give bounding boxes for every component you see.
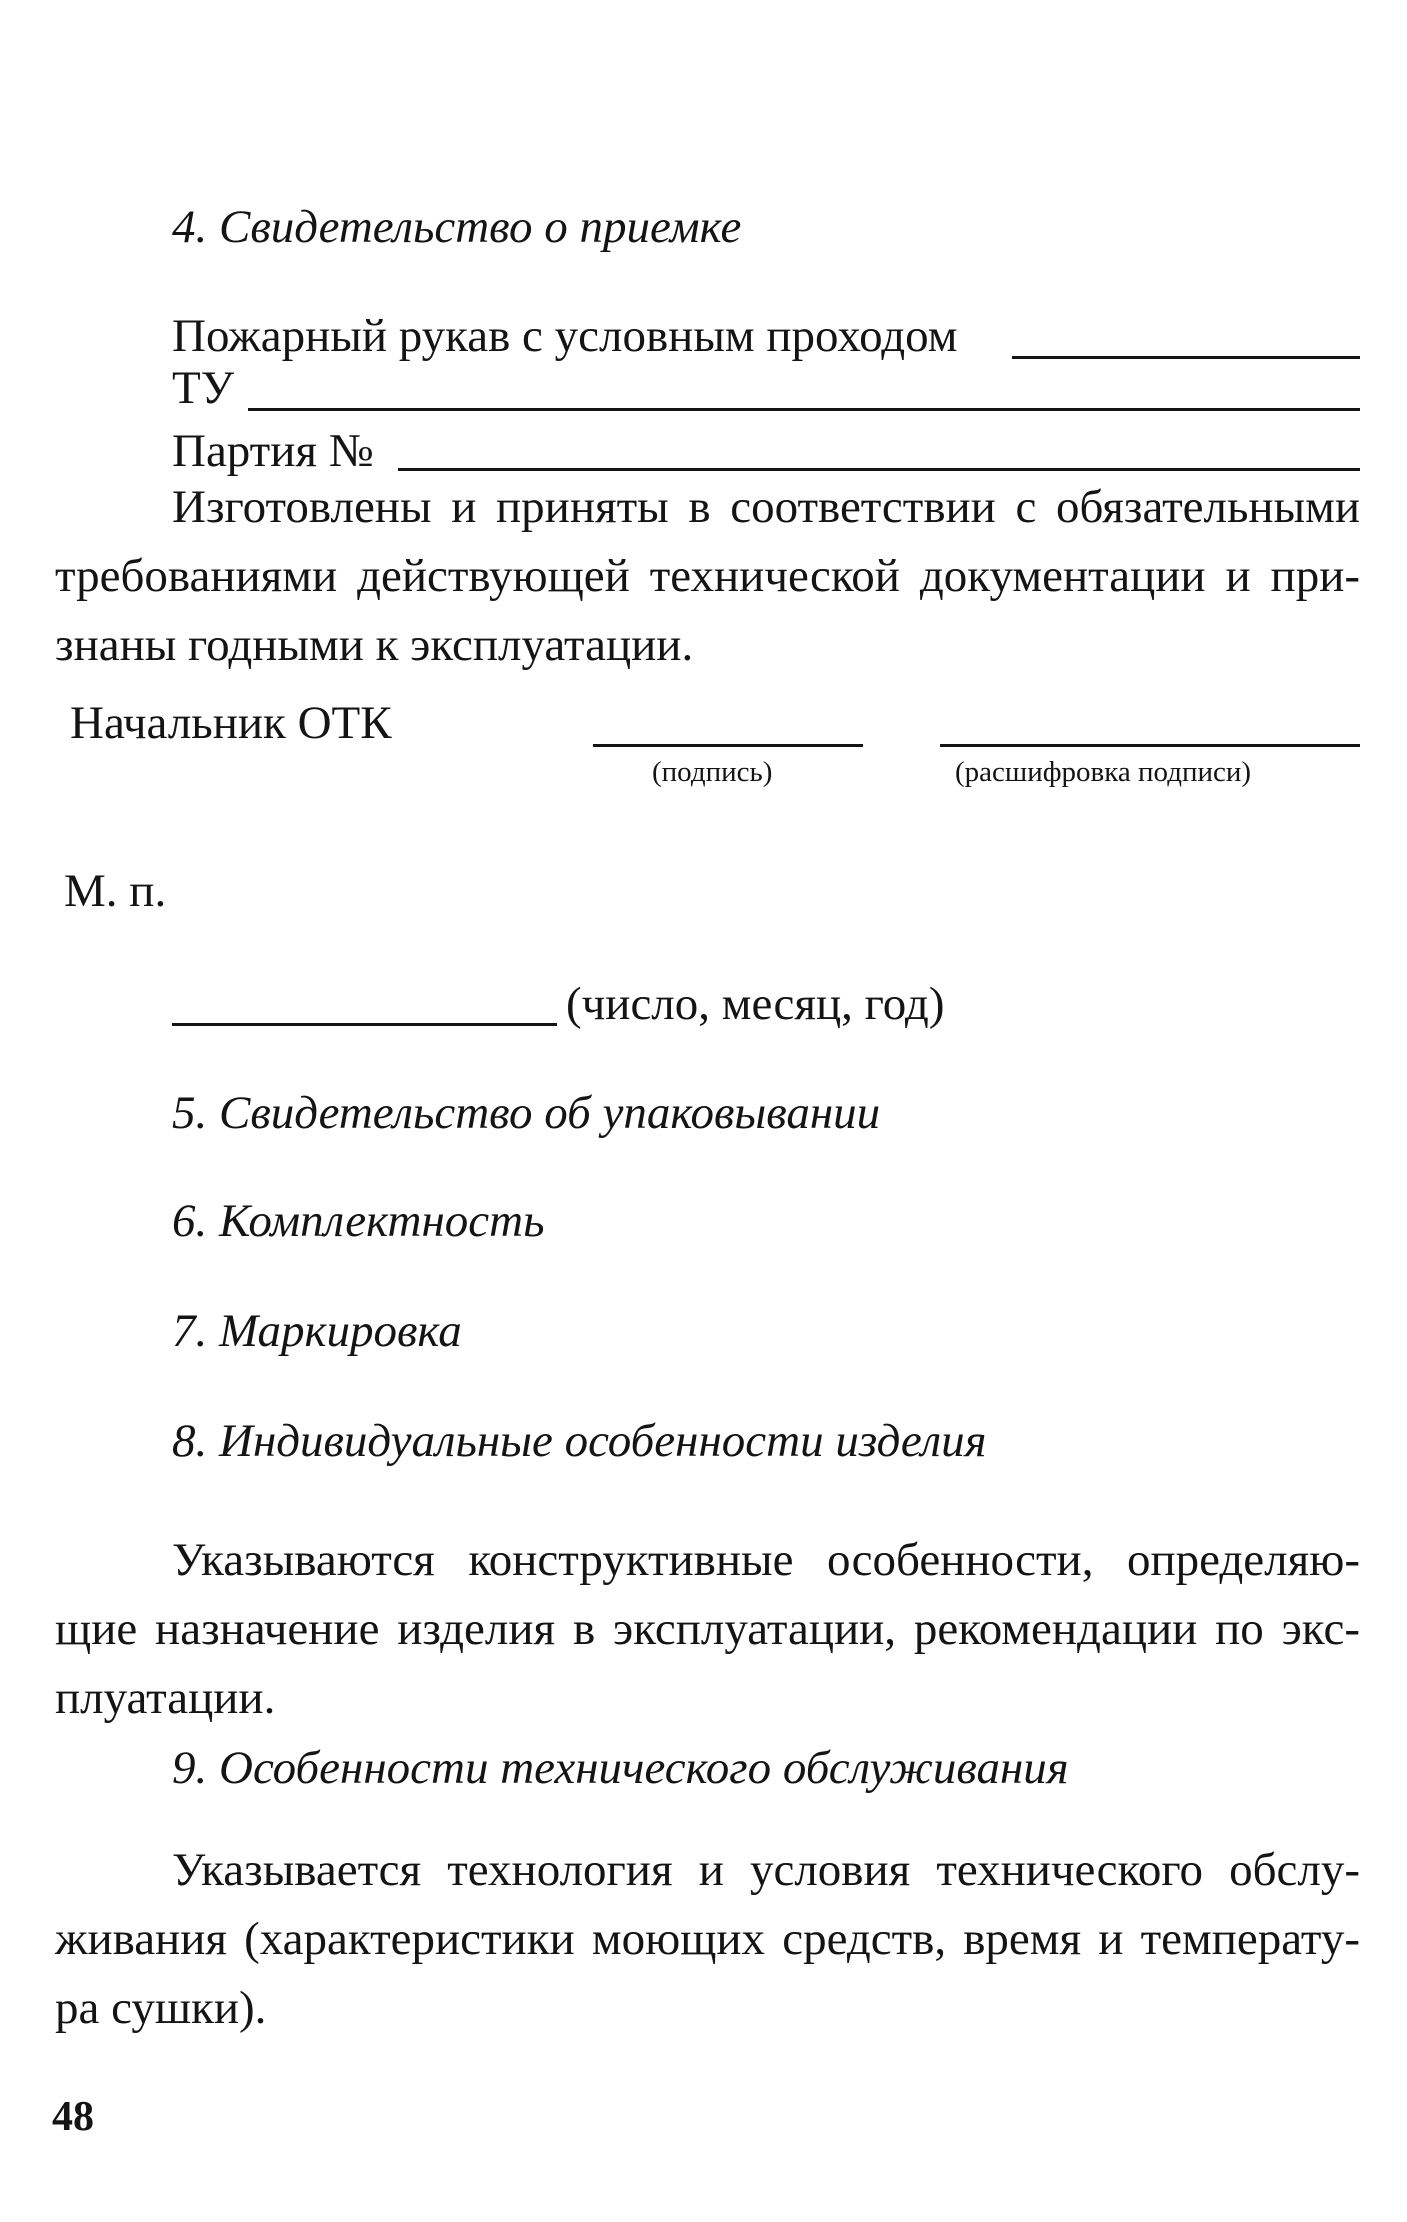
- signature-line: [593, 744, 863, 747]
- section-7-heading: 7. Маркировка: [172, 1305, 462, 1357]
- date-blank-line: [172, 1023, 557, 1026]
- section-5-heading: 5. Свидетельство об упаковывании: [172, 1087, 881, 1139]
- acceptance-paragraph: [55, 473, 1360, 680]
- section-9-paragraph: [55, 1836, 1360, 2043]
- signature-decode-line: [940, 744, 1360, 747]
- paragraph-line: знаны годными к эксплуатации.: [55, 619, 694, 671]
- paragraph-line: Изготовлены и приняты в соответствии с обязательными: [172, 481, 1360, 533]
- paragraph-line: щие назначение изделия в эксплуатации, рекомендации по экс-: [55, 1603, 1360, 1655]
- paragraph-line: требованиями действующей технической документации и при-: [55, 550, 1360, 602]
- paragraph-line: живания (характеристики моющих средств, время и температу-: [55, 1913, 1360, 1965]
- paragraph-line: ра сушки).: [55, 1982, 267, 2034]
- date-caption: (число, месяц, год): [566, 978, 945, 1030]
- section-8-heading: 8. Индивидуальные особенности изделия: [172, 1415, 987, 1467]
- tu-label: ТУ: [172, 362, 234, 414]
- section-9-heading: 9. Особенности технического обслуживания: [172, 1742, 1069, 1794]
- hose-diameter-blank-line: [1012, 356, 1360, 359]
- batch-label: Партия №: [172, 425, 374, 477]
- chief-label: Начальник ОТК: [70, 697, 392, 749]
- paragraph-line: плуатации.: [55, 1672, 276, 1724]
- signature-decode-caption: (расшифровка подписи): [955, 756, 1252, 788]
- signature-caption: (подпись): [652, 756, 773, 788]
- hose-label: Пожарный рукав с условным проходом: [172, 310, 958, 362]
- tu-blank-line: [248, 408, 1360, 411]
- page-number: 48: [52, 2094, 94, 2140]
- paragraph-line: Указывается технология и условия технического обслу-: [172, 1844, 1360, 1896]
- section-4-heading: 4. Свидетельство о приемке: [172, 201, 742, 253]
- stamp-label: М. п.: [64, 865, 167, 917]
- section-8-paragraph: [55, 1526, 1360, 1733]
- paragraph-line: Указываются конструктивные особенности, определяю-: [172, 1534, 1360, 1586]
- section-6-heading: 6. Комплектность: [172, 1195, 545, 1247]
- batch-blank-line: [398, 468, 1360, 471]
